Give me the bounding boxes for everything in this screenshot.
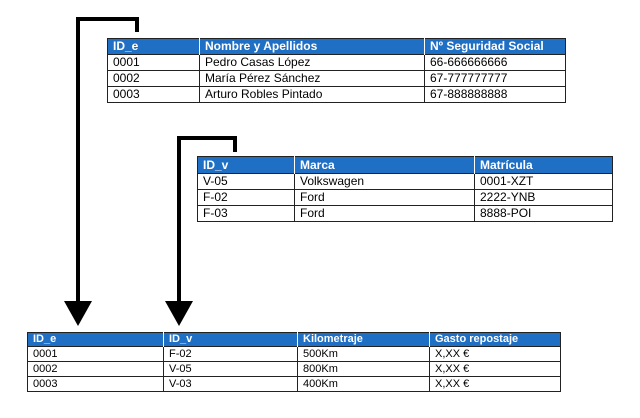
cell: X,XX € [430,362,561,377]
col-id-e: ID_e [28,333,164,347]
cell: Volkswagen [295,174,475,190]
cell: 8888-POI [475,206,613,222]
table-row [198,206,613,222]
col-id-e: ID_e [108,39,200,55]
table-row [198,174,613,190]
cell: 800Km [298,362,430,377]
cell: F-02 [198,190,295,206]
table-row [28,362,561,377]
cell: 500Km [298,347,430,362]
table-header-row [198,157,613,174]
col-kilometraje: Kilometraje [298,333,430,347]
table-row [108,55,566,71]
cell: V-05 [198,174,295,190]
cell: María Pérez Sánchez [200,71,425,87]
cell: 2222-YNB [475,190,613,206]
cell: F-03 [198,206,295,222]
cell: 0003 [28,377,164,392]
cell: 400Km [298,377,430,392]
cell: 0002 [28,362,164,377]
cell: 0001 [108,55,200,71]
table-header-row [108,39,566,55]
col-marca: Marca [295,157,475,174]
cell: 0001 [28,347,164,362]
registro-table [27,332,561,392]
table-header-row [28,333,561,347]
cell: F-02 [164,347,298,362]
cell: 67-777777777 [425,71,566,87]
table-row [28,377,561,392]
cell: V-05 [164,362,298,377]
col-nombre-apellidos: Nombre y Apellidos [200,39,425,55]
vehiculos-table [197,156,613,222]
col-seguridad-social: Nº Seguridad Social [425,39,566,55]
cell: 67-888888888 [425,87,566,103]
cell: Arturo Robles Pintado [200,87,425,103]
cell: V-03 [164,377,298,392]
cell: Ford [295,206,475,222]
arrow-id-v-head [165,301,193,326]
cell: Ford [295,190,475,206]
cell: 0003 [108,87,200,103]
table-row [108,71,566,87]
empleados-table [107,38,566,103]
cell: X,XX € [430,377,561,392]
cell: X,XX € [430,347,561,362]
col-matricula: Matrícula [475,157,613,174]
table-row [28,347,561,362]
col-gasto-repostaje: Gasto repostaje [430,333,561,347]
col-id-v: ID_v [164,333,298,347]
arrow-id-e-head [64,301,92,326]
table-row [108,87,566,103]
cell: 66-666666666 [425,55,566,71]
cell: 0001-XZT [475,174,613,190]
cell: Pedro Casas López [200,55,425,71]
cell: 0002 [108,71,200,87]
col-id-v: ID_v [198,157,295,174]
table-row [198,190,613,206]
